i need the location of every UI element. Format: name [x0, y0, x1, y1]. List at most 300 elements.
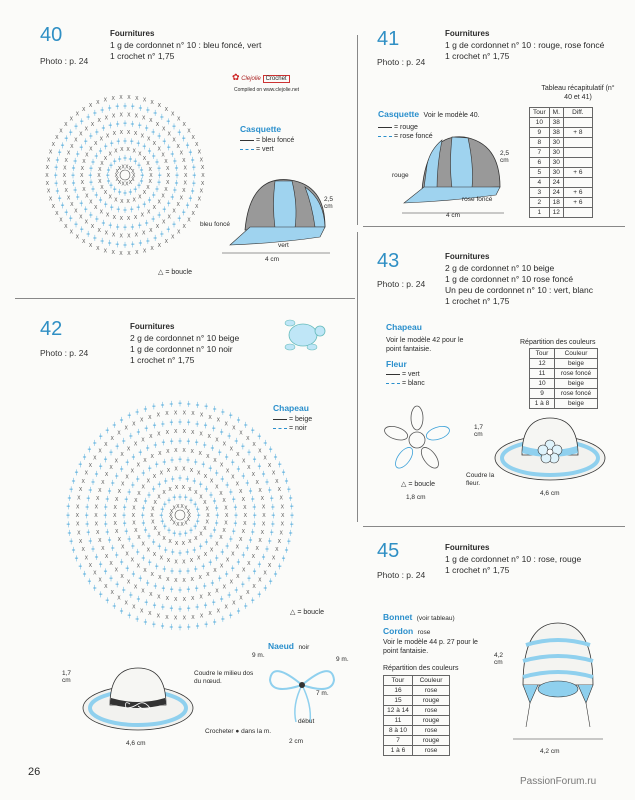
stitch-mark: X: [198, 575, 202, 582]
th-tour: Tour: [530, 349, 555, 359]
stitch-mark: ╪: [241, 473, 245, 480]
boucle-note-43: [401, 480, 435, 488]
stitch-mark: ╪: [167, 497, 171, 504]
stitch-mark: ╪: [54, 165, 58, 172]
stitch-mark: X: [219, 563, 224, 570]
stitch-mark: ╪: [253, 513, 257, 519]
width-43: 4,6 cm: [540, 490, 560, 497]
stitch-mark: ╪: [123, 190, 127, 197]
stitch-mark: ╪: [106, 178, 111, 185]
stitch-mark: ╪: [103, 569, 108, 576]
logo-tagline: Compiled on www.clejolie.net: [234, 87, 300, 93]
stitch-mark: ╪: [151, 129, 155, 136]
stitch-mark: ╪: [119, 608, 124, 615]
stitch-mark: ╪: [147, 533, 151, 540]
legend-label-rose-fonce: = rose foncé: [393, 133, 433, 140]
stitch-mark: X: [158, 575, 162, 582]
stitch-mark: ╪: [118, 189, 122, 196]
stitch-mark: X: [136, 563, 141, 570]
stitch-mark: X: [188, 539, 192, 546]
stitch-mark: ╪: [60, 142, 65, 149]
stitch-mark: X: [231, 474, 235, 481]
stitch-mark: X: [208, 611, 212, 618]
stitch-mark: X: [112, 215, 117, 221]
stitch-mark: X: [141, 115, 146, 122]
stitch-mark: X: [191, 614, 195, 621]
legend-noir: [273, 424, 312, 433]
table-cell: [563, 138, 592, 148]
stitch-mark: ╪: [178, 438, 182, 445]
fournitures-line-40-1: 1 g de cordonnet n° 10 : bleu foncé, vert: [110, 40, 262, 50]
stitch-mark: ╪: [130, 121, 134, 128]
stitch-mark: ╪: [178, 475, 182, 482]
stitch-mark: X: [199, 431, 203, 438]
stitch-mark: ╪: [160, 623, 165, 630]
stitch-mark: ╪: [167, 144, 171, 151]
stitch-mark: X: [48, 196, 53, 203]
stitch-mark: ╪: [123, 138, 127, 145]
stitch-mark: ╪: [88, 173, 92, 179]
stitch-mark: X: [174, 447, 178, 454]
stitch-mark: ╪: [131, 482, 135, 489]
stitch-mark: X: [236, 452, 240, 459]
stitch-mark: ╪: [185, 476, 189, 483]
stitch-mark: X: [203, 526, 207, 532]
stitch-mark: X: [194, 203, 199, 210]
stitch-mark: X: [88, 462, 93, 469]
stitch-mark: ╪: [110, 205, 114, 211]
stitch-mark: X: [151, 519, 155, 526]
stitch-mark: ╪: [91, 546, 95, 553]
stitch-mark: ╪: [129, 433, 133, 440]
stitch-mark: ╪: [76, 194, 80, 201]
line-dark-icon: [273, 419, 287, 420]
stitch-mark: X: [241, 458, 246, 465]
stitch-mark: X: [170, 111, 175, 118]
stitch-mark: ╪: [167, 201, 171, 208]
stitch-mark: X: [98, 577, 102, 584]
stitch-mark: ╪: [178, 457, 182, 463]
stitch-mark: ╪: [73, 187, 77, 194]
boucle-label-42: = boucle: [297, 609, 325, 616]
stitch-mark: ╪: [247, 575, 251, 582]
stitch-mark: X: [197, 196, 202, 203]
stitch-mark: ╪: [91, 479, 95, 486]
stitch-mark: ╪: [123, 225, 127, 231]
stitch-mark: ╪: [194, 566, 198, 573]
stitch-mark: ╪: [252, 569, 257, 576]
stitch-mark: ╪: [169, 624, 173, 631]
stitch-mark: X: [69, 116, 74, 123]
stitch-mark: X: [46, 157, 51, 164]
table-cell: rose: [413, 686, 450, 696]
stitch-mark: X: [275, 478, 279, 485]
stitch-mark: ╪: [127, 612, 131, 619]
stitch-mark: ╪: [130, 207, 134, 213]
stitch-mark: X: [81, 239, 86, 246]
stitch-mark: X: [114, 148, 118, 155]
stitch-mark: X: [45, 173, 49, 179]
table-cell: + 6: [563, 168, 592, 178]
stitch-mark: X: [142, 190, 147, 197]
stitch-mark: X: [136, 462, 141, 469]
stitch-mark: ╪: [157, 212, 161, 219]
stitch-mark: ╪: [178, 494, 182, 501]
stitch-mark: ╪: [225, 482, 229, 489]
stitch-mark: ╪: [108, 123, 112, 130]
stitch-mark: X: [188, 486, 192, 493]
table-cell: 38: [549, 118, 563, 128]
stitch-mark: ╪: [157, 482, 161, 488]
stitch-mark: X: [215, 437, 219, 444]
stitch-mark: X: [97, 118, 101, 125]
stitch-mark: ╪: [152, 423, 157, 430]
stitch-mark: X: [261, 504, 266, 511]
stitch-mark: X: [126, 216, 131, 223]
stitch-mark: ╪: [196, 507, 200, 514]
table-row: [530, 168, 593, 178]
model-number-45: 45: [377, 540, 400, 562]
stitch-mark: ╪: [143, 619, 147, 626]
stitch-mark: ╪: [229, 489, 233, 496]
stitch-mark: X: [179, 150, 184, 157]
stitch-mark: ╪: [120, 466, 124, 473]
stitch-mark: ╪: [69, 216, 73, 223]
table-cell: 30: [549, 138, 563, 148]
stitch-mark: X: [143, 568, 147, 575]
stitch-mark: ╪: [187, 605, 191, 612]
stitch-mark: X: [235, 544, 240, 551]
stitch-mark: X: [124, 600, 128, 607]
stitch-mark: X: [162, 490, 166, 496]
stitch-mark: X: [130, 557, 135, 564]
stitch-mark: X: [131, 513, 136, 519]
stitch-mark: X: [180, 503, 184, 510]
stitch-mark: X: [231, 551, 235, 558]
stitch-mark: ╪: [199, 482, 203, 488]
stitch-mark: ╪: [204, 486, 208, 493]
stitch-mark: ╪: [130, 139, 134, 145]
stitch-mark: X: [232, 600, 236, 607]
stitch-mark: X: [101, 479, 105, 486]
stitch-mark: X: [149, 434, 153, 441]
stitch-mark: ╪: [71, 173, 75, 179]
stitch-mark: ╪: [104, 521, 108, 528]
stitch-mark: X: [182, 223, 186, 230]
stitch-mark: ╪: [187, 401, 191, 408]
stitch-mark: ╪: [196, 518, 200, 525]
stitch-mark: X: [125, 474, 129, 481]
boucle-label-40: = boucle: [165, 269, 193, 276]
stitch-mark: X: [59, 217, 63, 224]
stitch-mark: X: [251, 472, 256, 479]
stitch-mark: X: [94, 521, 99, 528]
stitch-mark: X: [224, 513, 229, 519]
cordon-note: rose: [417, 629, 431, 636]
divider-vertical-2: [357, 232, 358, 522]
stitch-mark: ╪: [251, 427, 255, 434]
stitch-mark: X: [191, 411, 195, 418]
stitch-mark: ╪: [234, 587, 238, 594]
stitch-mark: X: [174, 485, 179, 492]
stitch-mark: X: [120, 198, 124, 205]
stitch-mark: ╪: [64, 136, 68, 143]
stitch-mark: ╪: [212, 600, 216, 606]
center-ring: [120, 170, 130, 180]
stitch-mark: ╪: [185, 142, 190, 149]
stitch-mark: ╪: [170, 438, 174, 445]
table-cell: 1 à 8: [530, 399, 555, 409]
table-cell: 30: [549, 168, 563, 178]
stitch-mark: X: [66, 150, 71, 157]
table-header-row: [384, 676, 450, 686]
stitch-mark: ╪: [248, 488, 253, 495]
fournitures-line-41-1: 1 g de cordonnet n° 10 : rouge, rose foncé: [445, 40, 605, 50]
stitch-mark: ╪: [136, 549, 140, 556]
stitch-mark: X: [168, 513, 173, 519]
stitch-mark: X: [51, 142, 56, 149]
stitch-mark: X: [190, 577, 194, 584]
stitch-mark: ╪: [153, 110, 157, 117]
stitch-mark: ╪: [161, 585, 165, 592]
stitch-mark: ╪: [108, 105, 112, 112]
stitch-mark: X: [104, 115, 109, 122]
stitch-mark: X: [70, 202, 74, 209]
stitch-mark: ╪: [104, 504, 108, 511]
stitch-mark: ╪: [195, 623, 200, 630]
stitch-mark: ╪: [160, 114, 164, 121]
stitch-mark: X: [114, 496, 119, 503]
stitch-mark: ╪: [115, 241, 119, 248]
table-row: [530, 148, 593, 158]
stitch-mark: X: [85, 193, 89, 200]
stitch-mark: ╪: [115, 552, 119, 559]
stitch-mark: X: [255, 546, 259, 553]
stitch-mark: ╪: [111, 480, 115, 487]
stitch-mark: ╪: [116, 139, 120, 145]
stitch-mark: ╪: [278, 563, 282, 570]
stitch-mark: ╪: [113, 159, 117, 165]
stitch-mark: ╪: [155, 563, 159, 570]
stitch-mark: X: [81, 106, 86, 113]
stitch-mark: ╪: [73, 158, 77, 165]
width-small-43: 1,8 cm: [406, 494, 426, 501]
stitch-mark: X: [172, 505, 176, 512]
stitch-mark: ╪: [135, 409, 139, 416]
stitch-mark: X: [247, 465, 251, 471]
stitch-mark: ╪: [265, 479, 269, 486]
stitch-mark: ╪: [170, 457, 174, 464]
stitch-mark: ╪: [130, 224, 134, 231]
stitch-mark: X: [277, 487, 282, 494]
stitch-mark: X: [88, 103, 93, 109]
stitch-mark: X: [55, 210, 59, 217]
stitch-mark: X: [114, 197, 118, 204]
stitch-mark: X: [182, 429, 187, 436]
dans-la-m-text: dans la m.: [241, 728, 272, 735]
stitch-mark: X: [222, 584, 227, 591]
stitch-mark: X: [207, 434, 211, 441]
stitch-mark: ╪: [123, 121, 127, 127]
stitch-mark: ╪: [199, 544, 203, 550]
stitch-mark: X: [164, 239, 169, 246]
stitch-mark: ╪: [252, 521, 256, 528]
stitch-mark: X: [157, 146, 161, 153]
table-row: [384, 716, 450, 726]
table-cell: 38: [549, 128, 563, 138]
stitch-mark: X: [77, 530, 81, 537]
stitch-mark: X: [146, 185, 150, 192]
stitch-mark: X: [98, 179, 102, 186]
stitch-mark: X: [138, 151, 142, 158]
table-cell: + 8: [563, 128, 592, 138]
legend-label-rouge: = rouge: [393, 124, 418, 131]
stitch-mark: ╪: [91, 159, 95, 166]
table-cell: 1: [530, 208, 550, 218]
stitch-mark: X: [275, 547, 279, 554]
table-row: [384, 736, 450, 746]
stitch-mark: X: [94, 504, 99, 511]
stitch-mark: ╪: [74, 124, 78, 130]
stitch-mark: X: [104, 553, 109, 560]
stitch-mark: ╪: [208, 560, 212, 567]
petal: [425, 424, 452, 443]
table-cell: rouge: [413, 716, 450, 726]
legend-label-blanc: = blanc: [401, 380, 425, 387]
stitch-mark: X: [208, 414, 212, 421]
stitch-mark: ╪: [54, 180, 58, 187]
stitch-mark: ╪: [171, 476, 175, 483]
stitch-mark: X: [174, 559, 178, 566]
th-tour: Tour: [384, 676, 413, 686]
stitch-mark: X: [133, 441, 138, 448]
stitch-mark: X: [134, 113, 139, 120]
stitch-mark: ╪: [86, 231, 90, 238]
coudre-42: Coudre le milieu dos du nœud.: [194, 670, 254, 685]
stitch-mark: ╪: [153, 442, 157, 449]
stitch-mark: ╪: [268, 538, 272, 545]
stitch-mark: X: [95, 529, 100, 536]
stitch-mark: X: [173, 615, 178, 622]
stitch-mark: ╪: [186, 438, 190, 445]
stitch-mark: X: [101, 546, 105, 553]
stitch-mark: ╪: [85, 504, 89, 511]
stitch-mark: ╪: [245, 545, 249, 552]
table-cell: 11: [530, 369, 555, 379]
stitch-mark: X: [114, 458, 119, 465]
stitch-mark: X: [183, 165, 187, 172]
stitch-mark: ╪: [110, 141, 114, 147]
stitch-mark: X: [120, 544, 125, 551]
stitch-mark: ╪: [82, 454, 87, 461]
fournitures-line-42-2: 1 g de cordonnet n° 10 noir: [130, 344, 233, 354]
table-row: [384, 696, 450, 706]
stitch-mark: ╪: [218, 576, 222, 583]
stitch-mark: ╪: [184, 530, 188, 537]
stitch-mark: X: [279, 530, 283, 537]
stitch-mark: X: [80, 165, 85, 172]
stitch-mark: ╪: [78, 462, 82, 469]
stitch-mark: X: [194, 490, 198, 496]
stitch-mark: ╪: [182, 136, 186, 143]
stitch-mark: X: [133, 215, 138, 221]
stitch-mark: X: [109, 561, 113, 567]
table-cell: [563, 118, 592, 128]
table-cell: [563, 148, 592, 158]
stitch-mark: X: [110, 435, 114, 442]
stitch-mark: X: [127, 233, 131, 240]
stitch-mark: ╪: [99, 463, 103, 470]
stitch-mark: X: [213, 457, 217, 464]
stitch-mark: X: [132, 604, 136, 611]
stitch-mark: ╪: [215, 470, 219, 477]
stitch-mark: ╪: [195, 440, 199, 447]
width-41: 4 cm: [446, 212, 461, 219]
stitch-mark: ╪: [122, 438, 126, 445]
stitch-mark: X: [215, 484, 219, 491]
stitch-mark: ╪: [94, 153, 98, 160]
model-number-41: 41: [377, 28, 400, 50]
stitch-mark: X: [169, 517, 174, 523]
stitch-mark: X: [51, 203, 56, 210]
voir-45: Voir le modèle 44 p. 27 pour le point fantaisie.: [383, 639, 478, 655]
stitch-mark: X: [224, 505, 228, 512]
stitch-mark: X: [157, 531, 161, 538]
stitch-mark: ╪: [236, 466, 240, 473]
stitch-mark: ╪: [231, 565, 235, 572]
stitch-mark: ╪: [123, 521, 127, 527]
stitch-mark: X: [99, 136, 104, 143]
stitch-mark: ╪: [99, 592, 103, 599]
stitch-mark: ╪: [290, 513, 294, 519]
stitch-mark: X: [127, 112, 131, 119]
stitch-mark: ╪: [160, 507, 164, 514]
stitch-mark: ╪: [187, 420, 191, 427]
table-row: [530, 158, 593, 168]
stitch-mark: X: [127, 250, 131, 257]
stitch-mark: ╪: [201, 563, 205, 570]
stitch-mark: X: [182, 559, 186, 566]
th-m: M.: [549, 108, 563, 118]
stitch-mark: ╪: [109, 162, 113, 169]
stitch-mark: ╪: [141, 505, 145, 512]
stitch-mark: ╪: [116, 207, 120, 213]
stitch-mark: ╪: [89, 212, 93, 219]
line-dashed-icon: [240, 149, 254, 150]
stitch-mark: ╪: [141, 513, 145, 519]
stitch-mark: ╪: [184, 495, 188, 502]
stitch-mark: X: [134, 232, 139, 239]
stitch-mark: ╪: [195, 604, 199, 611]
fournitures-title-43: Fournitures: [445, 252, 490, 261]
stitch-mark: X: [95, 496, 100, 503]
stitch-mark: ╪: [122, 513, 126, 519]
stitch-mark: ╪: [271, 504, 275, 511]
table-cell: 4: [530, 178, 550, 188]
stitch-mark: X: [173, 596, 178, 603]
stitch-mark: ╪: [251, 529, 255, 536]
stitch-mark: ╪: [79, 201, 83, 208]
stitch-mark: ╪: [112, 603, 116, 610]
stitch-mark: X: [225, 468, 230, 475]
stitch-mark: ╪: [115, 582, 119, 588]
stitch-mark: ╪: [147, 197, 152, 204]
stitch-mark: X: [153, 500, 157, 506]
crochet-chart-40: [40, 90, 210, 270]
stitch-mark: X: [150, 513, 154, 519]
stitch-mark: X: [108, 194, 112, 201]
stitch-mark: X: [238, 488, 243, 495]
